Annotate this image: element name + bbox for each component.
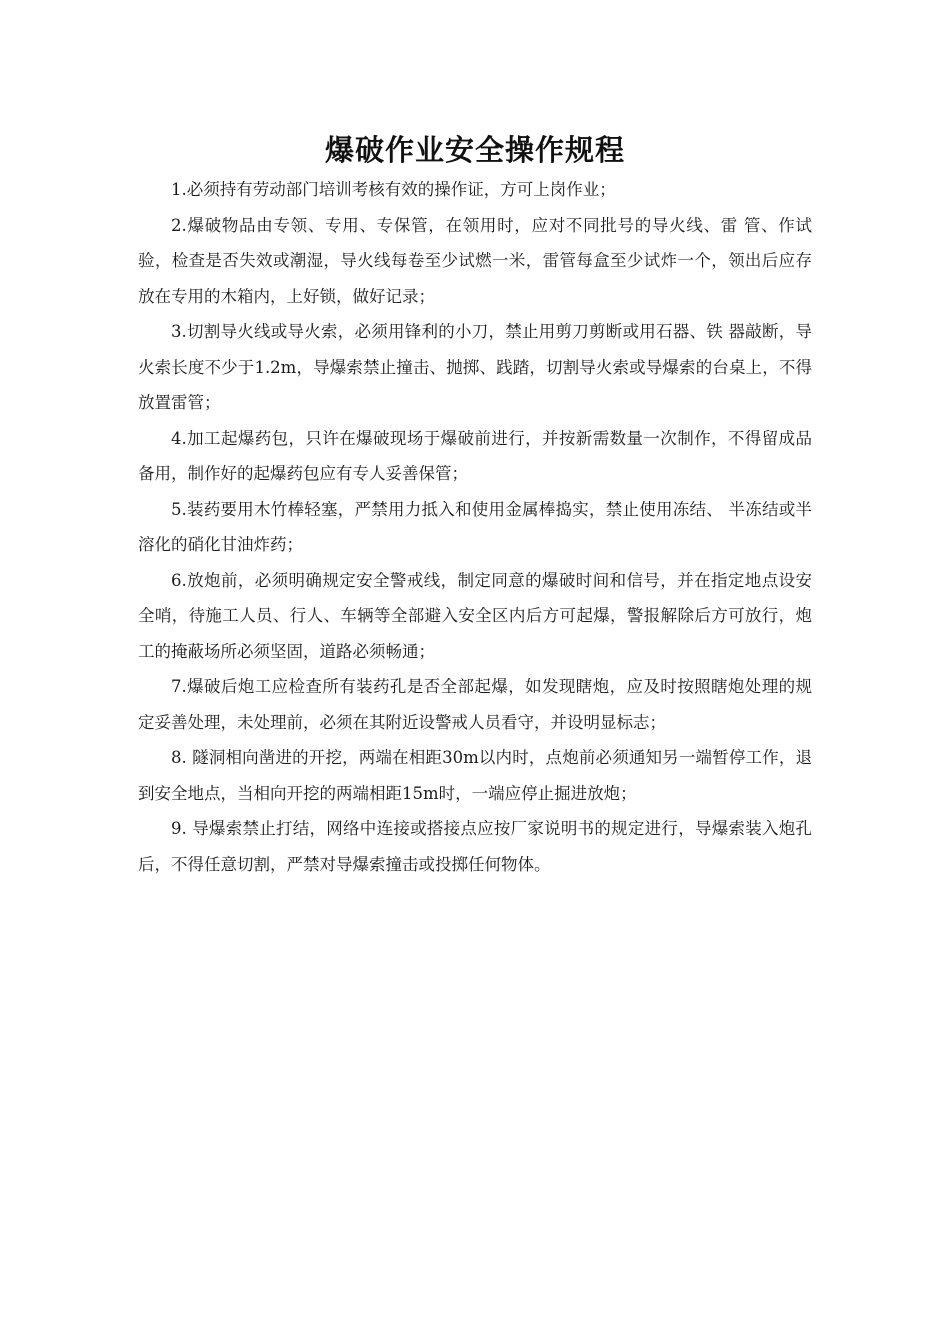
rule-paragraph-4: 4.加工起爆药包，只许在爆破现场于爆破前进行，并按新需数量一次制作，不得留成品备用，制作好的起爆药包应有专人妥善保管；	[138, 428, 812, 483]
rule-paragraph-7: 7.爆破后炮工应检查所有装药孔是否全部起爆，如发现瞎炮，应及时按照瞎炮处理的规定妥善处理，未处理前，必须在其附近设警戒人员看守，并设明显标志；	[138, 677, 812, 732]
rule-paragraph-8: 8. 隧洞相向凿进的开挖，两端在相距30m以内时，点炮前必须通知另一端暂停工作，退到安全地点，当相向开挖的两端相距15m时，一端应停止掘进放炮；	[138, 748, 812, 803]
rule-paragraph-1: 1.必须持有劳动部门培训考核有效的操作证，方可上岗作业；	[171, 180, 616, 199]
document-body	[138, 172, 812, 882]
rule-paragraph-9: 9. 导爆索禁止打结，网络中连接或搭接点应按厂家说明书的规定进行，导爆索装入炮孔后，不得任意切割，严禁对导爆索撞击或投掷任何物体。	[138, 819, 812, 874]
rule-paragraph-2: 2.爆破物品由专领、专用、专保管，在领用时，应对不同批号的导火线、雷 管、作试验，检查是否失效或潮湿，导火线每卷至少试燃一米，雷管每盒至少试炸一个，领出后应存放在专用的木箱内，上好锁，做好记录；	[138, 215, 812, 306]
rule-paragraph-3: 3.切割导火线或导火索，必须用锋利的小刀，禁止用剪刀剪断或用石器、铁 器敲断，导火索长度不少于1.2m，导爆索禁止撞击、抛掷、践踏，切割导火索或导爆索的台桌上，不得放置雷管；	[138, 322, 812, 412]
document-title: 爆破作业安全操作规程	[324, 133, 625, 167]
rule-paragraph-6: 6.放炮前，必须明确规定安全警戒线，制定同意的爆破时间和信号，并在指定地点设安全哨，待施工人员、行人、车辆等全部避入安全区内后方可起爆，警报解除后方可放行，炮工的掩蔽场所必须坚固，道路必须畅通；	[138, 570, 812, 661]
rule-paragraph-5: 5.装药要用木竹棒轻塞，严禁用力抵入和使用金属棒捣实，禁止使用冻结、 半冻结或半溶化的硝化甘油炸药；	[138, 499, 812, 554]
